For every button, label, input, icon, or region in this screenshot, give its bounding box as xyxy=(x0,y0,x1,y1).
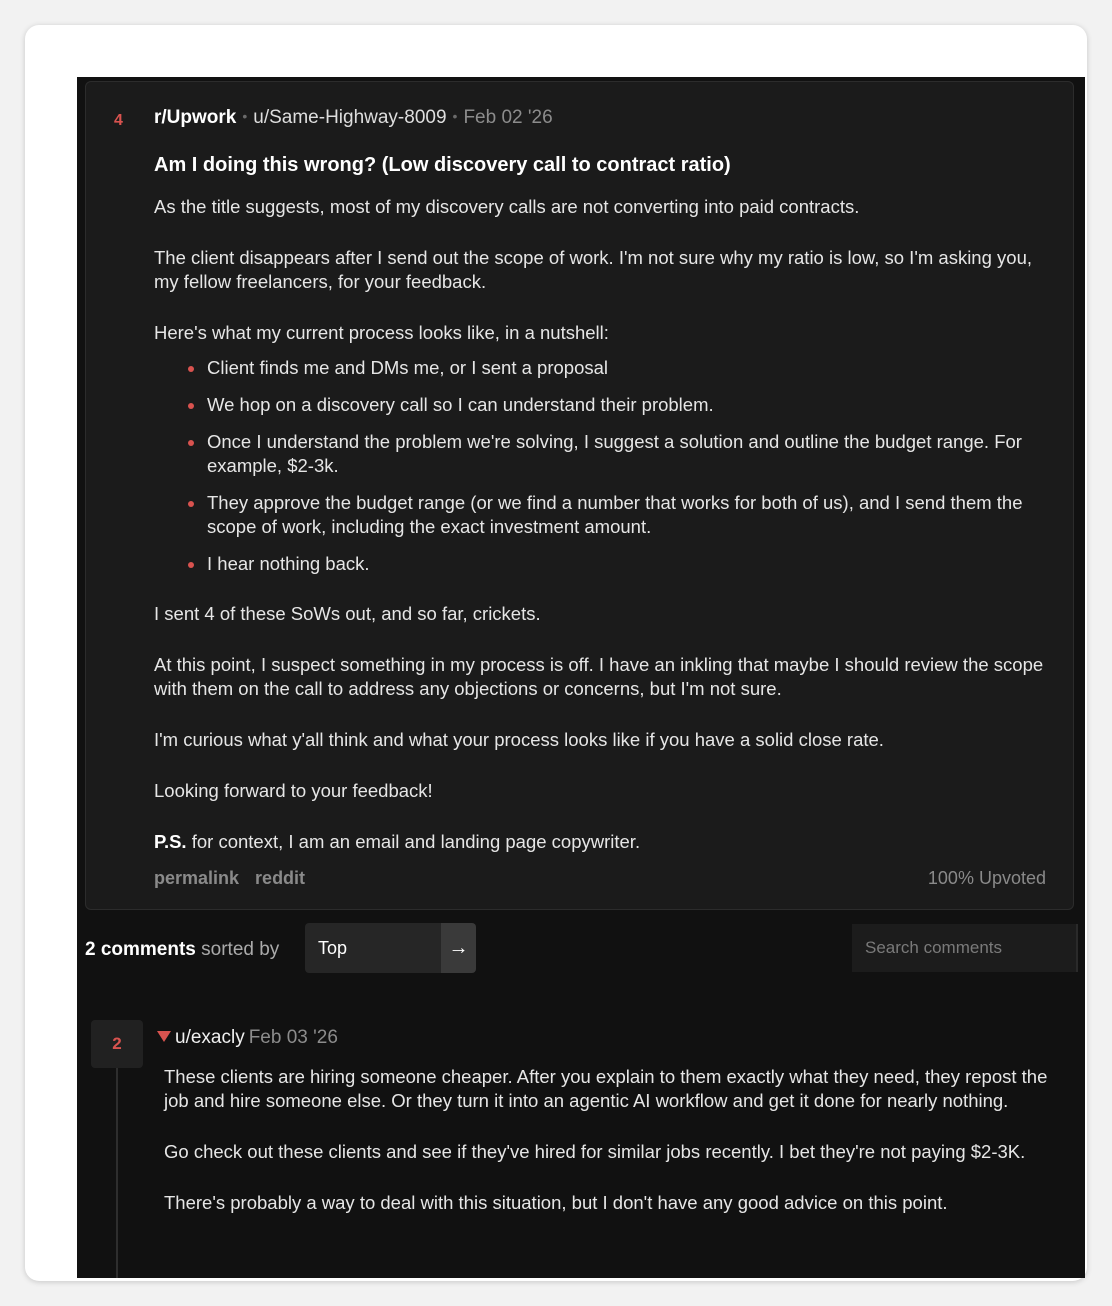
comment-body xyxy=(164,1065,1069,1242)
comment-paragraph: These clients are hiring someone cheaper. After you explain to them exactly what they need, they repost the job and hire someone else. Or they turn it into an agentic AI workflow and get it done for nearly nothing. xyxy=(164,1066,1048,1111)
ps-text: for context, I am an email and landing page copywriter. xyxy=(186,831,641,852)
search-comments-input[interactable] xyxy=(852,924,1078,972)
collapse-caret-icon[interactable] xyxy=(157,1031,171,1042)
subreddit-link[interactable]: r/Upwork xyxy=(154,107,237,128)
post-paragraph: I sent 4 of these SoWs out, and so far, crickets. xyxy=(154,603,541,624)
post-body xyxy=(154,195,1054,881)
list-item xyxy=(154,491,1054,539)
list-item xyxy=(154,393,1054,417)
comment-paragraph: Go check out these clients and see if they've hired for similar jobs recently. I bet they're not paying $2-3K. xyxy=(164,1141,1026,1162)
list-item-text: They approve the budget range (or we find a number that works for both of us), and I send them the scope of work, including the exact investment amount. xyxy=(207,492,1023,537)
post-paragraph: Here's what my current process looks like, in a nutshell: xyxy=(154,322,609,343)
reddit-link[interactable]: reddit xyxy=(255,868,306,888)
post-author-link[interactable]: u/Same-Highway-8009 xyxy=(253,107,447,128)
upvote-ratio: 100% Upvoted xyxy=(927,868,1046,888)
sort-select-value: Top xyxy=(318,938,348,958)
bullet-icon xyxy=(188,440,194,446)
sorted-by-label: sorted by xyxy=(195,939,280,960)
comment-date: Feb 03 '26 xyxy=(248,1027,338,1048)
bullet-icon xyxy=(188,403,194,409)
page-viewport xyxy=(77,77,1085,1278)
post-card xyxy=(85,81,1074,910)
post-paragraph: I'm curious what y'all think and what your process looks like if you have a solid close rate. xyxy=(154,729,884,750)
separator-dot: • xyxy=(242,108,248,124)
list-item-text: Once I understand the problem we're solving, I suggest a solution and outline the budget range. For example, $2-3k. xyxy=(207,431,1022,476)
list-item xyxy=(154,356,1054,380)
process-list xyxy=(154,356,1054,576)
post-ps xyxy=(154,830,1054,854)
post-footer xyxy=(154,868,1046,889)
comment-author-link[interactable]: u/exacly xyxy=(175,1027,245,1048)
bullet-icon xyxy=(188,562,194,568)
post-title: Am I doing this wrong? (Low discovery call to contract ratio) xyxy=(154,154,731,176)
comments-count xyxy=(85,939,279,961)
list-item-text: Client finds me and DMs me, or I sent a proposal xyxy=(207,357,609,378)
comment-meta xyxy=(157,1027,338,1049)
list-item-text: We hop on a discovery call so I can understand their problem. xyxy=(207,394,714,415)
bullet-icon xyxy=(188,366,194,372)
comments-count-label: 2 comments xyxy=(85,939,196,960)
post-paragraph: As the title suggests, most of my discovery calls are not converting into paid contracts. xyxy=(154,196,860,217)
post-score: 4 xyxy=(114,112,123,129)
thread-line[interactable] xyxy=(116,1068,118,1278)
bullet-icon xyxy=(188,501,194,507)
post-paragraph: The client disappears after I send out the scope of work. I'm not sure why my ratio is low, so I'm asking you, my fellow freelancers, for your feedback. xyxy=(154,247,1032,292)
comment-score: 2 xyxy=(91,1020,143,1068)
window-frame xyxy=(25,25,1087,1281)
list-item-text: I hear nothing back. xyxy=(207,553,370,574)
comments-toolbar xyxy=(85,923,1072,975)
sort-select[interactable] xyxy=(305,923,441,973)
list-item xyxy=(154,430,1054,478)
list-item xyxy=(154,552,1054,576)
separator-dot: • xyxy=(452,108,458,124)
post-meta xyxy=(154,107,553,129)
arrow-right-icon[interactable]: → xyxy=(441,923,476,973)
permalink-link[interactable]: permalink xyxy=(154,868,240,888)
comment-paragraph: There's probably a way to deal with this situation, but I don't have any good advice on this point. xyxy=(164,1192,948,1213)
post-date: Feb 02 '26 xyxy=(463,107,553,128)
post-paragraph: Looking forward to your feedback! xyxy=(154,780,433,801)
ps-label: P.S. xyxy=(154,831,187,852)
post-paragraph: At this point, I suspect something in my process is off. I have an inkling that maybe I should review the scope with them on the call to address any objections or concerns, but I'm not sure. xyxy=(154,654,1044,699)
